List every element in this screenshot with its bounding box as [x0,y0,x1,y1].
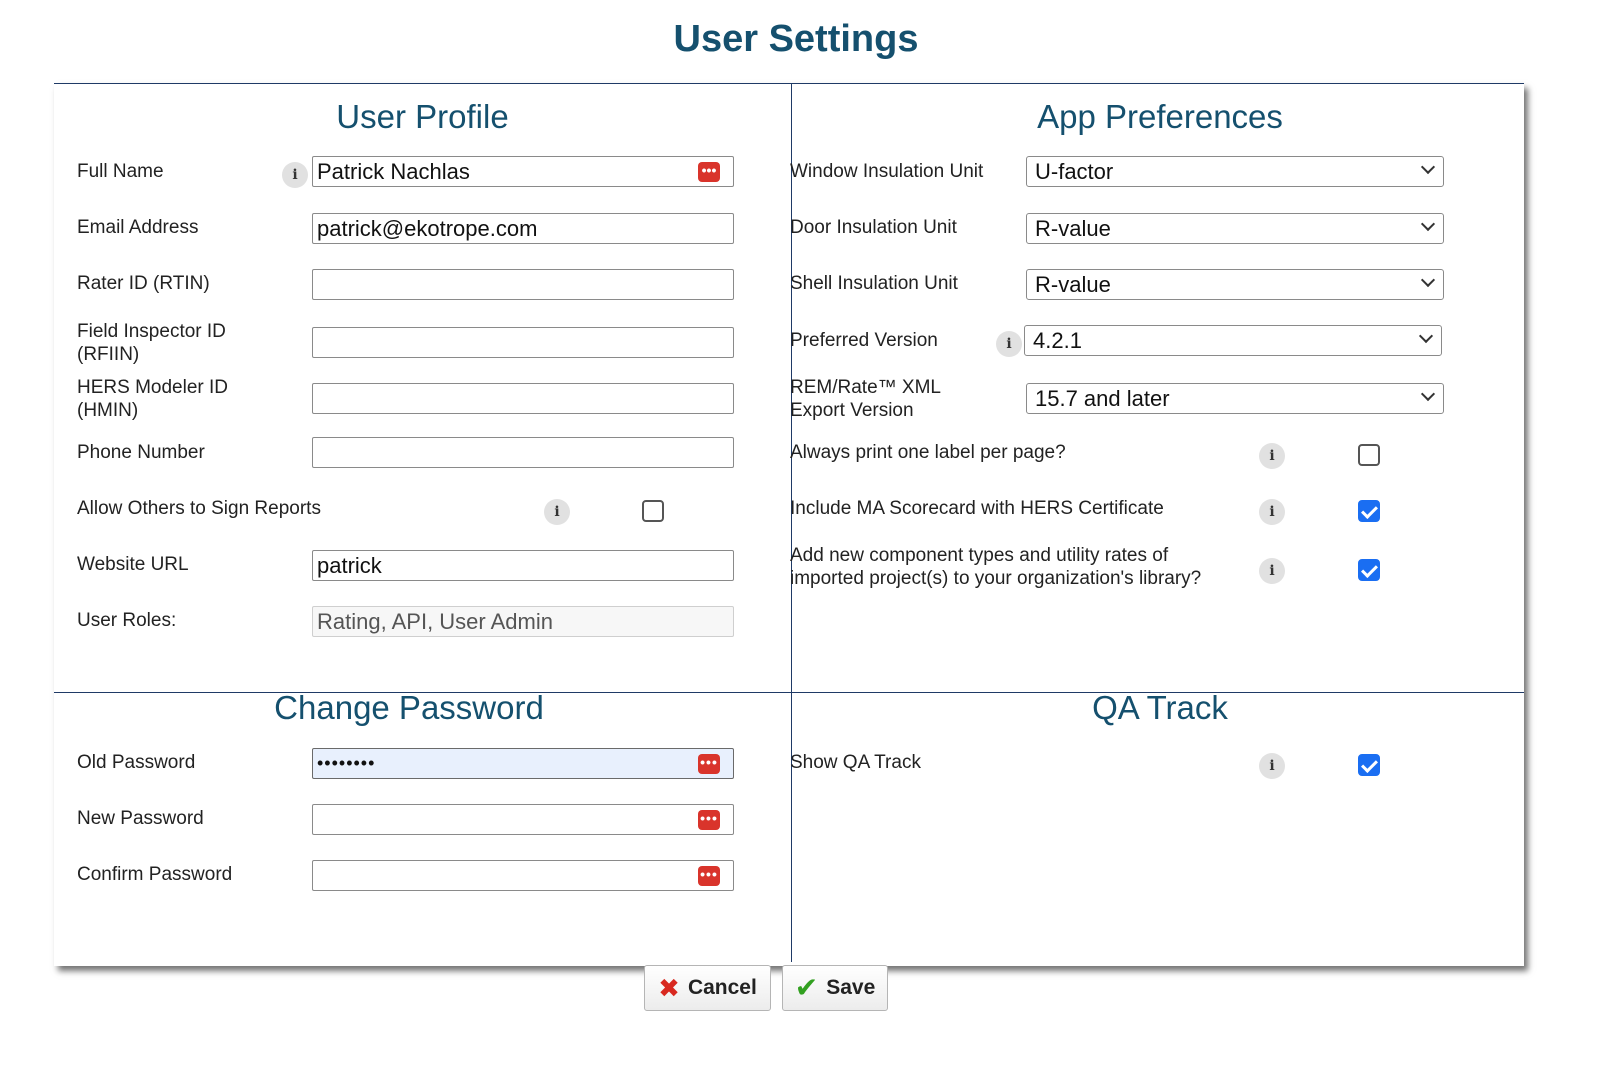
confirm-password-input[interactable] [312,860,734,891]
shell-unit-label: Shell Insulation Unit [790,273,958,294]
save-label: Save [826,976,876,999]
rater-id-label: Rater ID (RTIN) [77,273,210,294]
show-qa-track-label: Show QA Track [790,752,921,773]
add-components-checkbox[interactable] [1358,559,1380,581]
xml-export-value: 15.7 and later [1035,386,1170,411]
info-icon[interactable]: i [1259,558,1285,584]
field-inspector-id-input[interactable] [312,327,734,358]
door-unit-select[interactable] [1026,213,1444,244]
old-password-value: •••••••• [317,753,376,773]
preferred-version-value: 4.2.1 [1033,328,1082,353]
print-label-checkbox[interactable] [1358,444,1380,466]
confirm-password-label: Confirm Password [77,864,233,885]
add-components-label-line1: Add new component types and utility rates of [790,545,1169,566]
chevron-down-icon [1419,329,1433,343]
preferred-version-select[interactable] [1024,325,1442,356]
page-title: User Settings [673,18,919,60]
full-name-value: Patrick Nachlas [317,159,470,184]
info-icon[interactable]: i [1259,753,1285,779]
window-unit-value: U-factor [1035,159,1114,184]
shell-unit-value: R-value [1035,272,1111,297]
hers-modeler-id-label [77,376,228,422]
old-password-label: Old Password [77,752,196,773]
app-preferences-title: App Preferences [1037,98,1283,135]
shell-unit-select[interactable] [1026,269,1444,300]
allow-sign-label: Allow Others to Sign Reports [77,498,321,519]
cancel-label: Cancel [687,976,757,999]
chevron-down-icon [1421,387,1435,401]
old-password-input[interactable] [312,748,734,779]
field-inspector-id-label-line1: Field Inspector ID [77,321,226,342]
cancel-button[interactable] [644,965,771,1011]
info-icon[interactable]: i [282,162,308,188]
chevron-down-icon [1421,160,1435,174]
allow-sign-checkbox[interactable] [642,500,664,522]
door-unit-label: Door Insulation Unit [790,217,957,238]
phone-input[interactable] [312,437,734,468]
ma-scorecard-checkbox[interactable] [1358,500,1380,522]
xml-export-select[interactable] [1026,383,1444,414]
password-manager-icon[interactable]: ••• [698,810,720,830]
preferred-version-label: Preferred Version [790,330,938,351]
user-profile-title: User Profile [336,98,509,135]
field-inspector-id-label-line2: (RFIIN) [77,344,140,365]
window-unit-label: Window Insulation Unit [790,161,984,182]
add-components-label [790,544,1201,590]
xml-export-label-line1: REM/Rate™ XML [790,377,941,398]
hers-modeler-id-input[interactable] [312,383,734,414]
password-manager-icon[interactable]: ••• [698,754,720,774]
xml-export-label-line2: Export Version [790,400,914,421]
add-components-label-line2: imported project(s) to your organization's library? [790,568,1202,589]
new-password-input[interactable] [312,804,734,835]
phone-label: Phone Number [77,442,205,463]
show-qa-track-checkbox[interactable] [1358,754,1380,776]
full-name-input[interactable] [312,156,734,187]
info-icon[interactable]: i [1259,443,1285,469]
qa-track-title: QA Track [1092,689,1228,726]
checkmark-icon: ✔ [794,972,819,1003]
x-icon: ✖ [658,973,680,1003]
password-manager-icon[interactable]: ••• [698,162,720,182]
hers-modeler-id-label-line1: HERS Modeler ID [77,377,228,398]
website-input[interactable]: patrick [312,550,734,581]
password-manager-icon[interactable]: ••• [698,866,720,886]
field-inspector-id-label [77,320,226,366]
print-label-label: Always print one label per page? [790,442,1066,463]
ma-scorecard-label: Include MA Scorecard with HERS Certificate [790,498,1164,519]
change-password-title: Change Password [274,689,544,726]
user-roles-value: Rating, API, User Admin [312,606,734,637]
chevron-down-icon [1421,273,1435,287]
email-input[interactable]: patrick@ekotrope.com [312,213,734,244]
new-password-label: New Password [77,808,204,829]
user-roles-label: User Roles: [77,610,177,631]
info-icon[interactable]: i [996,331,1022,357]
door-unit-value: R-value [1035,216,1111,241]
xml-export-label [790,376,941,422]
email-label: Email Address [77,217,199,238]
info-icon[interactable]: i [1259,499,1285,525]
save-button[interactable] [782,965,888,1011]
settings-panel [54,83,1524,966]
website-label: Website URL [77,554,189,575]
full-name-label: Full Name [77,161,164,182]
window-unit-select[interactable] [1026,156,1444,187]
rater-id-input[interactable] [312,269,734,300]
info-icon[interactable]: i [544,499,570,525]
hers-modeler-id-label-line2: (HMIN) [77,400,139,421]
chevron-down-icon [1421,217,1435,231]
